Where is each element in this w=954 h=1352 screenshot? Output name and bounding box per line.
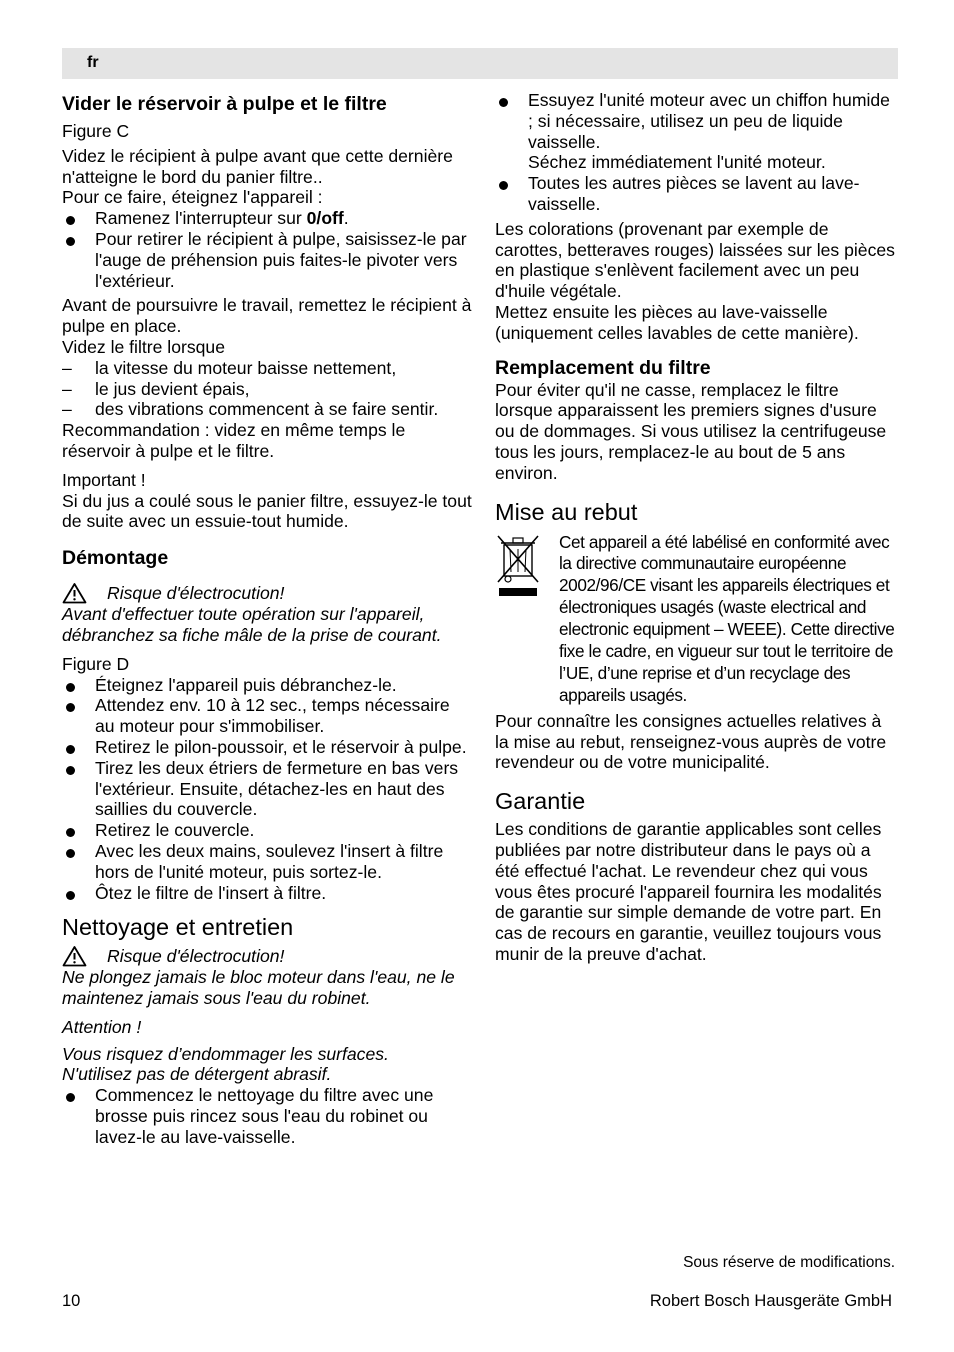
- section-title-disposal: Mise au rebut: [495, 498, 638, 525]
- important-label: Important !: [62, 469, 146, 490]
- attention-label: Attention !: [62, 1016, 142, 1037]
- footer-reserve: Sous réserve de modifications.: [683, 1254, 895, 1271]
- paragraph: Les colorations (provenant par exemple de carottes, betteraves rouges) laissées sur les pièces en plastique s'enlèvent facilement avec un peu d'huile végétale.: [495, 218, 895, 302]
- list-item: Commencez le nettoyage du filtre avec une brosse puis rincez sous l'eau du robinet ou lavez-le au lave-vaisselle.: [62, 1085, 472, 1147]
- paragraph: Videz le filtre lorsque: [62, 336, 225, 357]
- list-item: Tirez les deux étriers de fermeture en bas vers l'extérieur. Ensuite, détachez-les en haut des saillies du couvercle.: [62, 758, 472, 820]
- bullet-list: [62, 208, 472, 291]
- dash-list: [62, 358, 472, 420]
- list-item: Éteignez l'appareil puis débranchez-le.: [62, 675, 472, 696]
- section-title-disassembly: Démontage: [62, 547, 169, 570]
- paragraph: Pour ce faire, éteignez l'appareil :: [62, 187, 323, 208]
- weee-block: [495, 532, 899, 707]
- paragraph: Si du jus a coulé sous le panier filtre, essuyez-le tout de suite avec un essuie-tout humide.: [62, 490, 472, 532]
- list-item: Toutes les autres pièces se lavent au lave-vaisselle.: [495, 173, 899, 215]
- paragraph: Mettez ensuite les pièces au lave-vaisselle (uniquement celles lavables de cette manière).: [495, 301, 859, 343]
- section-title-emptying: Vider le réservoir à pulpe et le filtre: [62, 93, 387, 115]
- list-item: Ramenez l'interrupteur sur 0/off.: [62, 208, 472, 229]
- figure-label-c: Figure C: [62, 121, 130, 141]
- section-title-cleaning: Nettoyage et entretien: [62, 914, 294, 941]
- section-title-filter-replacement: Remplacement du filtre: [495, 356, 711, 379]
- warning-triangle-icon: [62, 945, 87, 967]
- language-code: fr: [87, 54, 99, 71]
- paragraph: Pour éviter qu'il ne casse, remplacez le filtre lorsque apparaissent les premiers signes d'usure ou de dommages. Si vous utilisez la centrifugeuse tous les jours, remplacez-le au bout de 5 ans environ.: [495, 379, 887, 483]
- bullet-list: [62, 1085, 472, 1147]
- list-item: Retirez le couvercle.: [62, 820, 472, 841]
- paragraph: Les conditions de garantie applicables sont celles publiées par notre distributeur dans le pays où a été effectué l'achat. Le revendeur chez qui vous vous êtes procuré l'appareil fournira les modalités de garantie sur simple demande de votre part. En cas de recours en garantie, veuillez toujours vous munir de la preuve d'achat.: [495, 819, 882, 964]
- paragraph: Recommandation : videz en même temps le réservoir à pulpe et le filtre.: [62, 420, 406, 461]
- paragraph: Videz le récipient à pulpe avant que cette dernière n'atteigne le bord du panier filtre..: [62, 145, 453, 187]
- language-bar: [62, 48, 898, 79]
- list-item: Avec les deux mains, soulevez l'insert à filtre hors de l'unité moteur, puis sortez-le.: [62, 841, 472, 883]
- paragraph: Avant de poursuivre le travail, remettez le récipient à pulpe en place.: [62, 295, 472, 337]
- weee-text: Cet appareil a été labélisé en conformité avec la directive communautaire européenne 2002/96/CE visant les appareils électriques et électroniques usagés (waste electrical and electronic equipment – WEEE). Cette directive fixe le cadre, en vigueur sur tout le territoire de l’UE, d’une reprise et d’un recyclage des appareils usagés.: [559, 531, 895, 705]
- list-item: – des vibrations commencent à se faire sentir.: [62, 399, 472, 420]
- warning-title: Risque d'électrocution!: [107, 582, 285, 603]
- figure-label-d: Figure D: [62, 653, 130, 674]
- list-item: Pour retirer le récipient à pulpe, saisissez-le par l'auge de préhension puis faites-le pivoter vers l'extérieur.: [62, 229, 472, 291]
- list-item: – la vitesse du moteur baisse nettement,: [62, 358, 472, 379]
- list-item: Essuyez l'unité moteur avec un chiffon humide ; si nécessaire, utilisez un peu de liquide vaisselle. Séchez immédiatement l'unité moteur.: [495, 90, 899, 173]
- warning-triangle-icon: [62, 582, 87, 604]
- attention-text: N'utilisez pas de détergent abrasif.: [62, 1064, 332, 1085]
- section-title-warranty: Garantie: [495, 788, 586, 815]
- list-item: Ôtez le filtre de l'insert à filtre.: [62, 883, 472, 904]
- right-column: [495, 90, 899, 965]
- warning-row: [62, 582, 472, 604]
- attention-bold: Vous risquez d’endommager les surfaces.: [62, 1043, 389, 1064]
- warning-text: Ne plongez jamais le bloc moteur dans l'eau, ne le maintenez jamais sous l'eau du robinet.: [62, 967, 455, 1009]
- warning-title: Risque d'électrocution!: [107, 945, 285, 966]
- bullet-list: [62, 675, 472, 904]
- list-item: Retirez le pilon-poussoir, et le réservoir à pulpe.: [62, 737, 472, 758]
- page-number: 10: [62, 1292, 81, 1310]
- bullet-list: [495, 90, 899, 215]
- weee-bin-icon: [495, 532, 559, 707]
- list-item: – le jus devient épais,: [62, 379, 472, 400]
- warning-row: [62, 945, 472, 967]
- footer-company: Robert Bosch Hausgeräte GmbH: [649, 1292, 892, 1310]
- warning-text: Avant d'effectuer toute opération sur l'appareil, débranchez sa fiche mâle de la prise de courant.: [62, 604, 442, 645]
- list-item: Attendez env. 10 à 12 sec., temps nécessaire au moteur pour s'immobiliser.: [62, 695, 472, 737]
- left-column: [62, 90, 472, 1148]
- paragraph: Pour connaître les consignes actuelles relatives à la mise au rebut, renseignez-vous auprès de votre revendeur ou de votre municipalité.: [495, 710, 887, 773]
